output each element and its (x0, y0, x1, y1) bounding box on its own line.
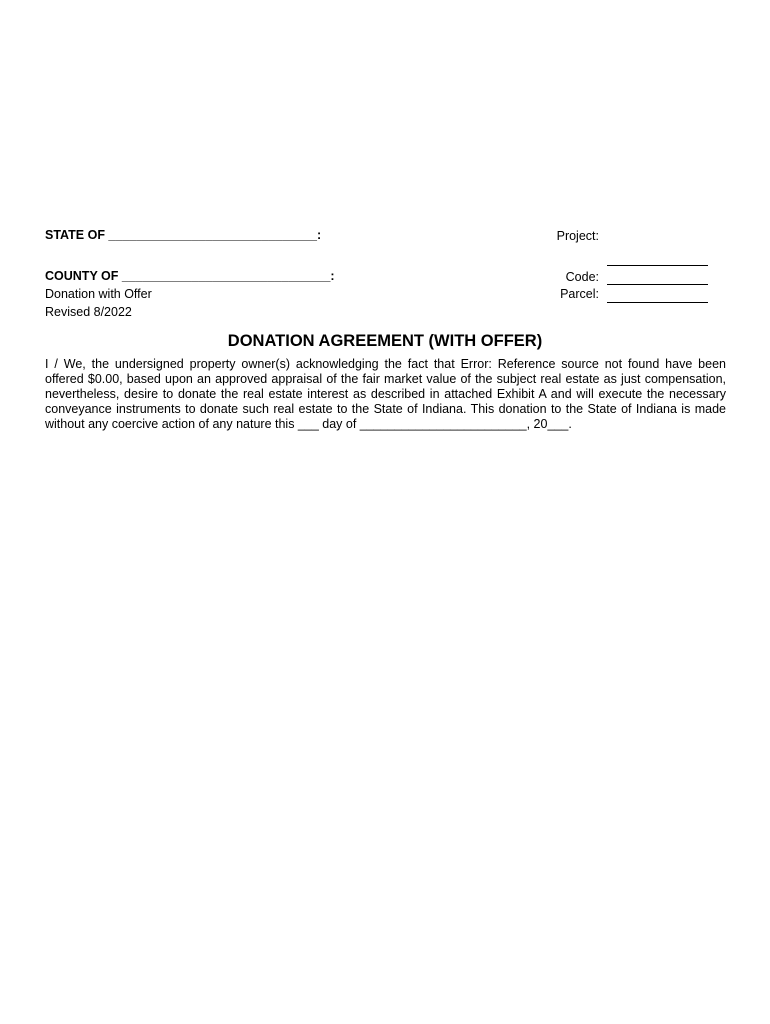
paragraph-line: I / We, the undersigned property owner(s) acknowledging the fact that Error: Reference source not found have been (45, 357, 726, 371)
state-of-line: STATE OF ______________________________: (45, 228, 322, 242)
code-label: Code: (565, 270, 599, 284)
agreement-paragraph (45, 357, 726, 432)
paragraph-line: nevertheless, desire to donate the real estate interest as described in attached Exhibit A and will execute the necessary (45, 387, 726, 401)
document-title: DONATION AGREEMENT (WITH OFFER) (227, 332, 543, 350)
revision-date: Revised 8/2022 (45, 305, 132, 319)
paragraph-line: without any coercive action of any nature this ___ day of ________________________, 20___. (45, 417, 572, 431)
paragraph-line: offered $0.00, based upon an approved appraisal of the fair market value of the subject real estate as just compensation, (45, 372, 726, 386)
project-label: Project: (556, 229, 599, 243)
code-blank (607, 284, 708, 285)
parcel-blank (607, 302, 708, 303)
paragraph-line: conveyance instruments to donate such real estate to the State of Indiana. This donation to the State of Indiana is made (45, 402, 726, 416)
project-blank (607, 265, 708, 266)
county-of-line: COUNTY OF ______________________________: (45, 269, 335, 283)
form-name: Donation with Offer (45, 287, 152, 301)
parcel-label: Parcel: (560, 287, 599, 301)
